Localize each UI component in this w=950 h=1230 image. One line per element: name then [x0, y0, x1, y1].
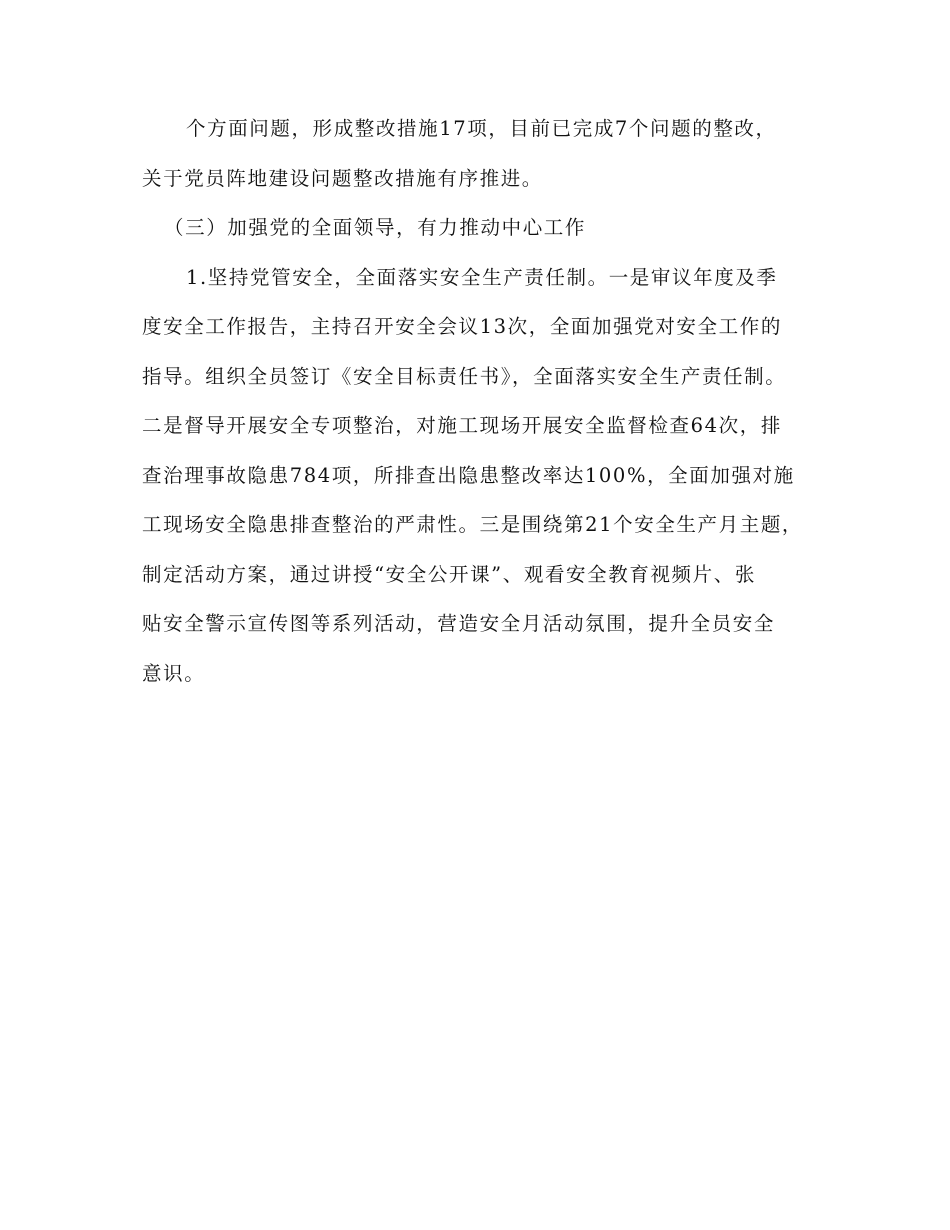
- paragraph-line: 意识。: [142, 661, 206, 685]
- paragraph-line: 个方面问题，形成整改措施17项，目前已完成7个问题的整改，: [186, 117, 777, 140]
- paragraph-line: 度安全工作报告，主持召开安全会议13次，全面加强党对安全工作的: [142, 315, 782, 338]
- section-heading: （三）加强党的全面领导，有力推动中心工作: [164, 216, 587, 239]
- paragraph-line: 关于党员阵地建设问题整改措施有序推进。: [142, 166, 543, 190]
- paragraph-line: 指导。组织全员签订《安全目标责任书》，全面落实安全生产责任制。: [142, 364, 787, 388]
- paragraph-line: 二是督导开展安全专项整治，对施工现场开展安全监督检查64次，排: [142, 414, 782, 437]
- paragraph-line: 贴安全警示宣传图等系列活动，营造安全月活动氛围，提升全员安全: [142, 612, 776, 635]
- paragraph-line: 1.坚持党管安全，全面落实安全生产责任制。一是审议年度及季: [186, 265, 778, 289]
- paragraph-line: 查治理事故隐患784项，所排查出隐患整改率达100%，全面加强对施: [142, 463, 795, 487]
- document-body: [142, 104, 818, 698]
- paragraph-line: 制定活动方案，通过讲授“安全公开课”、观看安全教育视频片、张: [142, 562, 756, 586]
- paragraph-line: 工现场安全隐患排查整治的严肃性。三是围绕第21个安全生产月主题，: [142, 513, 804, 536]
